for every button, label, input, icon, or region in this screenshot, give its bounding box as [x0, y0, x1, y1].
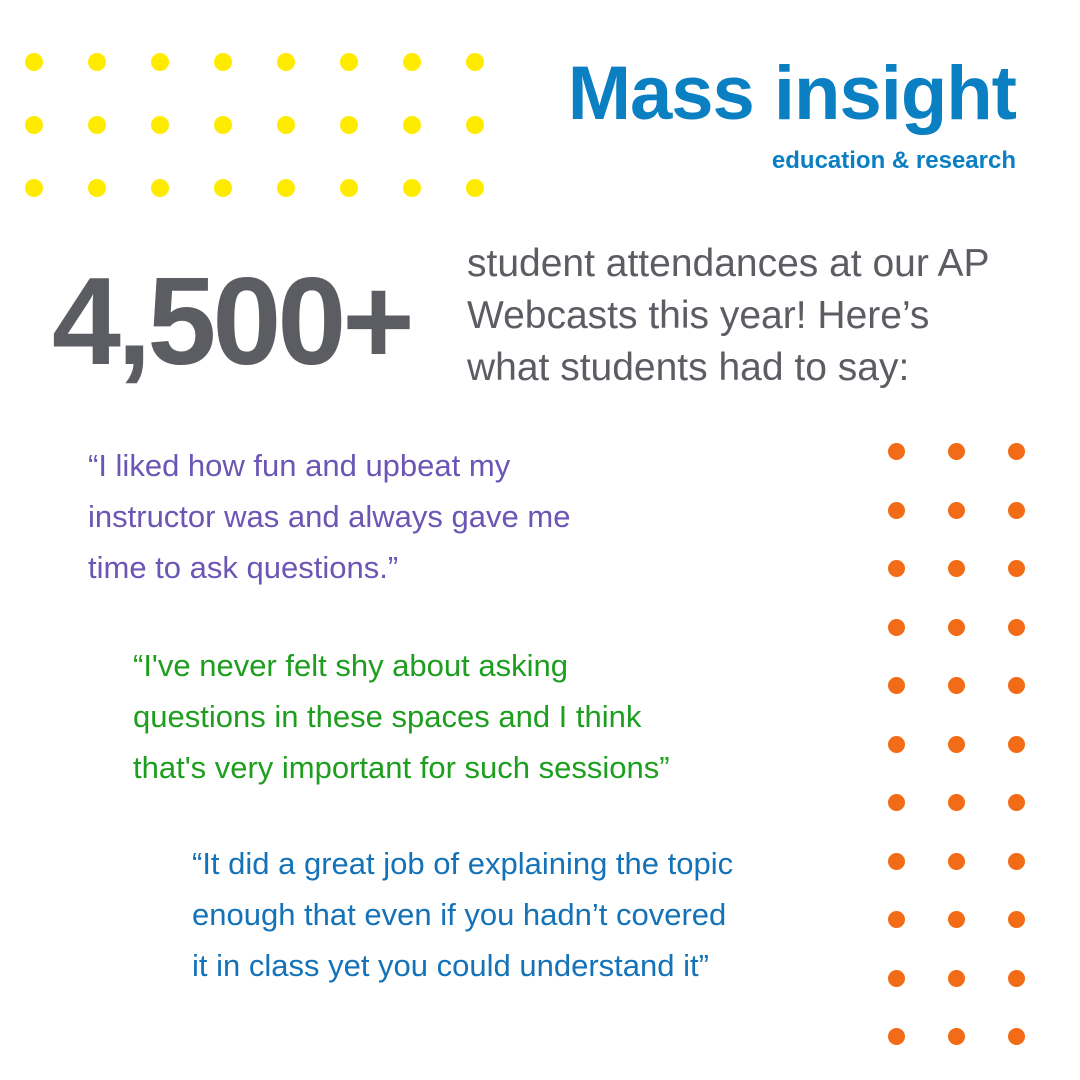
decorative-dot — [888, 970, 905, 987]
decorative-dot — [151, 53, 169, 71]
decorative-dot — [1008, 677, 1025, 694]
decorative-dot — [466, 116, 484, 134]
decorative-dot — [403, 53, 421, 71]
decorative-dot — [151, 116, 169, 134]
decorative-dot — [888, 911, 905, 928]
quote-line: it in class yet you could understand it” — [192, 948, 709, 983]
quote-line: “I've never felt shy about asking — [133, 648, 568, 683]
decorative-dot — [466, 179, 484, 197]
decorative-dot — [88, 116, 106, 134]
description-line: Webcasts this year! Here’s — [467, 294, 930, 337]
decorative-dot — [340, 179, 358, 197]
decorative-dot — [1008, 619, 1025, 636]
decorative-dot — [948, 911, 965, 928]
quote-line: “I liked how fun and upbeat my — [88, 448, 511, 483]
decorative-dot — [1008, 443, 1025, 460]
decorative-dot — [277, 179, 295, 197]
student-quote-3 — [192, 838, 872, 991]
decorative-dot — [403, 116, 421, 134]
decorative-dot — [888, 619, 905, 636]
decorative-dot — [1008, 794, 1025, 811]
decorative-dot — [948, 853, 965, 870]
decorative-dot — [888, 443, 905, 460]
mass-insight-logo — [568, 52, 1016, 176]
decorative-dot — [948, 1028, 965, 1045]
decorative-dot — [340, 116, 358, 134]
decorative-dot — [888, 794, 905, 811]
quote-line: time to ask questions.” — [88, 550, 399, 585]
decorative-dot — [214, 116, 232, 134]
decorative-dot — [1008, 970, 1025, 987]
decorative-dot — [948, 794, 965, 811]
decorative-dot — [88, 179, 106, 197]
decorative-dot — [888, 560, 905, 577]
description-line: what students had to say: — [467, 346, 910, 389]
decorative-dot — [888, 853, 905, 870]
decorative-dot — [888, 677, 905, 694]
decorative-dot — [1008, 502, 1025, 519]
quote-line: questions in these spaces and I think — [133, 699, 642, 734]
decorative-dot — [1008, 911, 1025, 928]
decorative-dot — [403, 179, 421, 197]
decorative-dot — [151, 179, 169, 197]
decorative-dot — [888, 1028, 905, 1045]
quote-line: enough that even if you hadn’t covered — [192, 897, 727, 932]
student-quote-1 — [88, 440, 728, 593]
decorative-dot — [214, 179, 232, 197]
decorative-dot — [888, 502, 905, 519]
decorative-dot — [466, 53, 484, 71]
decorative-dot — [25, 179, 43, 197]
decorative-dot — [948, 677, 965, 694]
logo-name: Mass insight — [567, 51, 1016, 136]
attendance-description — [467, 238, 1067, 394]
decorative-dot — [948, 502, 965, 519]
decorative-dot — [88, 53, 106, 71]
quote-line: that's very important for such sessions” — [133, 750, 670, 785]
decorative-dot — [1008, 736, 1025, 753]
decorative-dot — [214, 53, 232, 71]
decorative-dot — [340, 53, 358, 71]
orange-dot-pattern — [888, 443, 1025, 1045]
decorative-dot — [948, 443, 965, 460]
decorative-dot — [277, 116, 295, 134]
attendance-number: 4,500+ — [52, 253, 411, 391]
decorative-dot — [948, 736, 965, 753]
decorative-dot — [948, 970, 965, 987]
logo-subtitle: education & research — [771, 147, 1016, 174]
decorative-dot — [1008, 853, 1025, 870]
decorative-dot — [277, 53, 295, 71]
decorative-dot — [1008, 560, 1025, 577]
yellow-dot-pattern — [25, 53, 484, 197]
decorative-dot — [948, 619, 965, 636]
quote-line: “It did a great job of explaining the topic — [192, 846, 734, 881]
quote-line: instructor was and always gave me — [88, 499, 571, 534]
decorative-dot — [948, 560, 965, 577]
decorative-dot — [25, 116, 43, 134]
decorative-dot — [25, 53, 43, 71]
decorative-dot — [1008, 1028, 1025, 1045]
student-quote-2 — [133, 640, 833, 793]
description-line: student attendances at our AP — [467, 242, 990, 285]
decorative-dot — [888, 736, 905, 753]
